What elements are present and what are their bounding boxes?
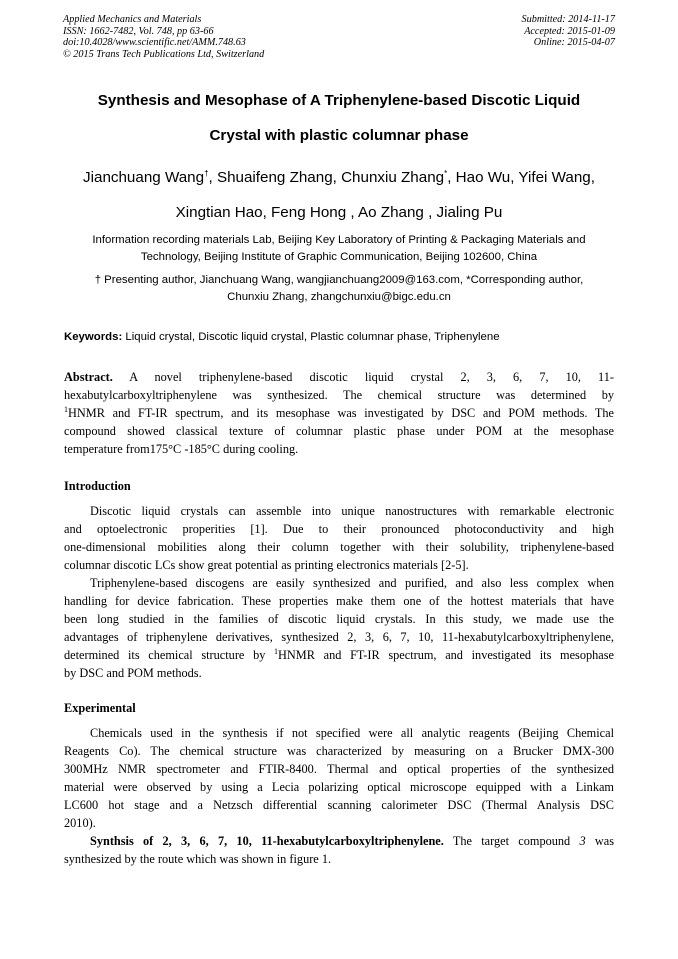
paper-title-line-1: Synthesis and Mesophase of A Triphenylene-based Discotic Liquid — [97, 92, 581, 109]
text-line: Chemicals used in the synthesis if not specified were all analytic reagents (Beijing Chemical — [90, 726, 614, 740]
abstract-line: temperature from175°C -185°C during cooling. — [64, 442, 299, 456]
issn: ISSN: 1662-7482, Vol. 748, pp 63-66 — [63, 25, 214, 37]
online-date: Online: 2015-04-07 — [533, 37, 615, 49]
author-names: , Shuaifeng Zhang, Chunxiu Zhang — [208, 169, 445, 186]
experimental-heading: Experimental — [64, 701, 136, 715]
text-line: 2010). — [64, 816, 96, 830]
experimental-paragraph-2 — [64, 832, 614, 868]
abstract-line: Abstract. A novel triphenylene-based discotic liquid crystal 2, 3, 6, 7, 10, 11- — [64, 370, 614, 384]
doi: doi:10.4028/www.scientific.net/AMM.748.63 — [63, 37, 246, 49]
text-line: handling for device fabrication. These properties make them one of the hottest materials that have — [64, 594, 614, 608]
introduction-paragraph-1 — [64, 502, 614, 574]
authors-line-1 — [30, 169, 648, 187]
text-line: Synthsis of 2, 3, 6, 7, 10, 11-hexabutylcarboxyltriphenylene. The target compound 3 was — [90, 834, 614, 848]
submitted-date: Submitted: 2014-11-17 — [521, 14, 615, 25]
asterisk-mark: * — [444, 168, 448, 178]
correspondence-line: Chunxiu Zhang, zhangchunxiu@bigc.edu.cn — [227, 291, 451, 303]
text-line: material were observed by using a Lecia polarizing optical microscope equipped with a Linkam — [64, 780, 614, 794]
text-line: Triphenylene-based discogens are easily synthesized and purified, and also less complex when — [90, 576, 614, 590]
text-line: determined its chemical structure by $^1$HNMR and FT-IR spectrum, and investigated its mesophase — [64, 646, 614, 662]
keywords-text: Liquid crystal, Discotic liquid crystal, Plastic columnar phase, Triphenylene — [122, 331, 500, 343]
text-line: 300MHz NMR spectrometer and FTIR-8400. Thermal and optical properties of the synthesized — [64, 762, 614, 776]
authors-line-2: Xingtian Hao, Feng Hong , Ao Zhang , Jialing Pu — [175, 204, 503, 221]
keywords-label: Keywords: — [64, 331, 123, 343]
correspondence-line: † Presenting author, Jianchuang Wang, wangjianchuang2009@163.com, *Corresponding author, — [94, 274, 584, 286]
accepted-date: Accepted: 2015-01-09 — [524, 25, 615, 37]
text-line: Discotic liquid crystals can assemble into unique nanostructures with remarkable electronic — [90, 504, 614, 518]
affiliation-line: Information recording materials Lab, Beijing Key Laboratory of Printing & Packaging Materials and — [92, 234, 586, 246]
abstract-line: $^1$HNMR and FT-IR spectrum, and its mesophase was investigated by DSC and POM methods. The — [64, 404, 614, 420]
abstract-label: Abstract. — [64, 370, 113, 384]
author-names: , Hao Wu, Yifei Wang, — [447, 169, 595, 186]
text-line: advantages of triphenylene derivatives, synthesized 2, 3, 6, 7, 10, 11-hexabutylcarboxyltriphenylene, — [64, 630, 614, 644]
abstract-line: hexabutylcarboxyltriphenylene was synthesized. The chemical structure was determined by — [64, 388, 614, 402]
journal-header — [63, 14, 264, 60]
correspondence — [50, 272, 628, 306]
text-line: LC600 hot stage and a Netzsch differential scanning calorimeter DSC (Thermal Analysis DSC — [64, 798, 614, 812]
copyright: © 2015 Trans Tech Publications Ltd, Switzerland — [63, 48, 265, 60]
keywords — [64, 330, 614, 345]
synthesis-subheading: Synthsis of 2, 3, 6, 7, 10, 11-hexabutylcarboxyltriphenylene. — [90, 834, 444, 848]
experimental-paragraph-1 — [64, 724, 614, 832]
text-line: columnar discotic LCs show great potential as printing electronics materials [2-5]. — [64, 558, 469, 572]
journal-name: Applied Mechanics and Materials — [63, 14, 202, 25]
author-name: Jianchuang Wang — [83, 169, 205, 186]
introduction-paragraph-2 — [64, 574, 614, 682]
introduction-heading: Introduction — [64, 479, 131, 493]
text-line: synthesized by the route which was shown in figure 1. — [64, 852, 332, 866]
text-line: and optoelectronic properities [1]. Due to their pronounced photoconductivity and high — [64, 522, 614, 536]
dates-header — [522, 14, 615, 49]
affiliation-line: Technology, Beijing Institute of Graphic Communication, Beijing 102600, China — [140, 251, 538, 263]
abstract-line: compound showed classical texture of columnar plastic phase under POM at the mesophase — [64, 424, 614, 438]
affiliation — [50, 232, 628, 266]
text-line: Reagents Co). The chemical structure was characterized by measuring on a Brucker DMX-300 — [64, 744, 614, 758]
paper-title-line-2: Crystal with plastic columnar phase — [209, 127, 469, 144]
abstract — [64, 368, 614, 458]
text-line: been long studied in the families of discotic liquid crystals. In this study, we made use the — [64, 612, 614, 626]
text-line: one-dimensional mobilities along their column together with their solubility, triphenylene-based — [64, 540, 614, 554]
dagger-mark: † — [204, 168, 209, 178]
text-line: by DSC and POM methods. — [64, 666, 202, 680]
